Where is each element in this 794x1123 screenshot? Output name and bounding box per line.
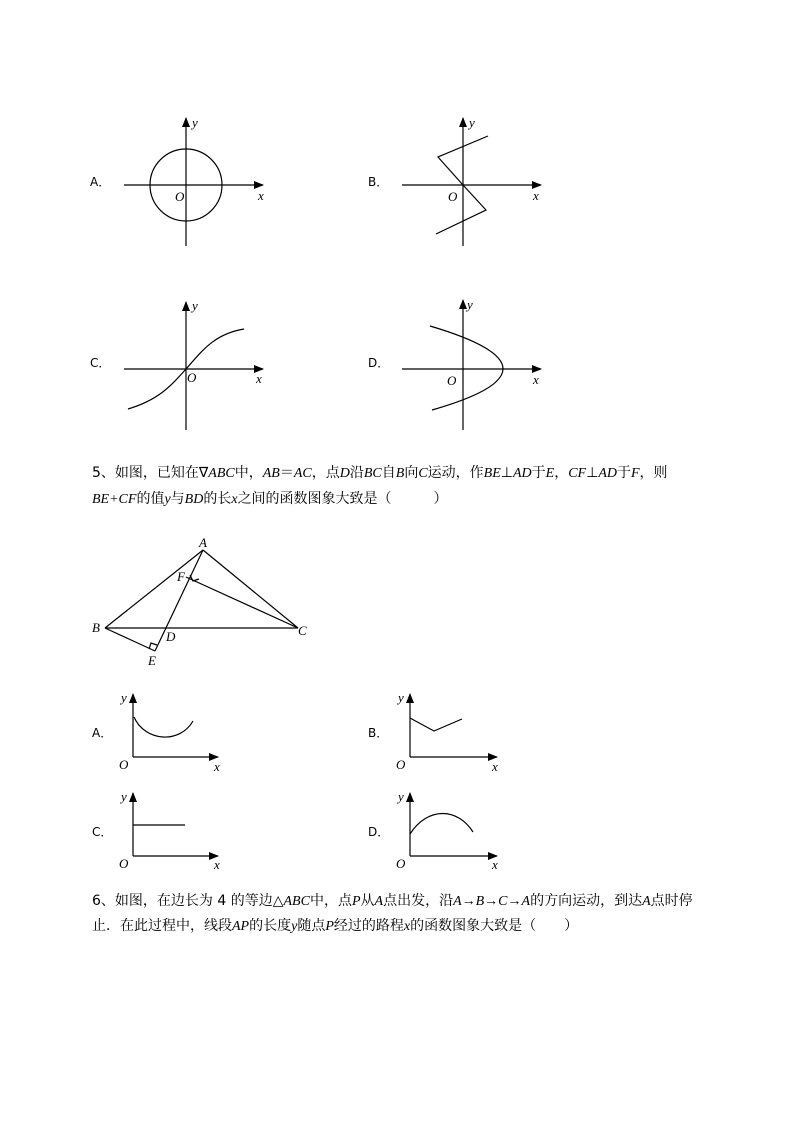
q6-y: y bbox=[291, 919, 298, 934]
q6-l2-text-e: 的函数图象大致是（ ） bbox=[410, 918, 579, 934]
q5b-y-label: y bbox=[398, 690, 404, 705]
q6-p: P bbox=[351, 894, 361, 909]
q5a-curve bbox=[134, 717, 193, 737]
point-d-label: D bbox=[166, 629, 176, 644]
q5-text-l: ，则 bbox=[639, 465, 668, 481]
q6-path: A→B→C→A bbox=[453, 894, 531, 909]
q5-stem-line-2 bbox=[92, 487, 448, 512]
q6-p-2: P bbox=[325, 919, 334, 934]
q5c-origin-label: O bbox=[119, 856, 129, 871]
q5-c: C bbox=[418, 466, 428, 481]
q6-abc: ABC bbox=[283, 894, 310, 909]
q6-a: A bbox=[374, 894, 384, 909]
q6-number: 6、 bbox=[92, 893, 115, 909]
q5-graph-b bbox=[410, 694, 497, 757]
q5-perp-2: ⊥ bbox=[586, 465, 599, 481]
q5-text-i: 于 bbox=[531, 465, 546, 481]
point-e-label: E bbox=[148, 653, 156, 668]
q5c-y-label: y bbox=[121, 789, 127, 804]
q5-bc: BC bbox=[363, 466, 382, 481]
q5-be: BE bbox=[483, 466, 501, 481]
q4-graph-d bbox=[402, 300, 541, 430]
q5-equals: ＝ bbox=[279, 465, 294, 481]
q6-l2-text-b: 的长度 bbox=[249, 918, 292, 934]
segment-cf bbox=[186, 577, 298, 628]
q5-text-k: 于 bbox=[616, 465, 631, 481]
q5-abc: ABC bbox=[208, 466, 235, 481]
q5-text-j: ， bbox=[554, 465, 569, 481]
q5-stem-line-1 bbox=[92, 461, 668, 486]
q5-l2-text-d: 之间的函数图象大致是（ ） bbox=[237, 491, 448, 507]
q5a-x-label: x bbox=[214, 759, 220, 774]
q5-l2-text-b: 与 bbox=[170, 491, 185, 507]
point-f-label: F bbox=[177, 569, 185, 584]
q5-y: y bbox=[164, 492, 171, 507]
q5-cf: CF bbox=[568, 466, 587, 481]
q6-stem-line-1 bbox=[92, 889, 693, 914]
q5b-x-label: x bbox=[492, 759, 498, 774]
q5-text-h: 运动，作 bbox=[427, 465, 484, 481]
q5-l2-text-c: 的长 bbox=[203, 491, 232, 507]
q5-text-e: 沿 bbox=[349, 465, 364, 481]
q6-l2-text-d: 经过的路程 bbox=[333, 918, 404, 934]
q5-be-plus-cf: BE+CF bbox=[92, 492, 137, 507]
q5-d: D bbox=[339, 466, 350, 481]
q4b-x-label: x bbox=[533, 188, 539, 203]
q6-text-e: 的方向运动，到达 bbox=[530, 893, 643, 909]
q5-triangle-figure bbox=[105, 550, 298, 651]
q6-stem-line-2 bbox=[92, 914, 578, 939]
q5-number: 5、 bbox=[92, 465, 115, 481]
q5-option-d-label: D． bbox=[368, 825, 390, 839]
q5a-y-label: y bbox=[121, 690, 127, 705]
point-c-label: C bbox=[298, 623, 307, 638]
q4a-x-label: x bbox=[258, 188, 264, 203]
q4b-y-label: y bbox=[469, 115, 475, 130]
q5d-origin-label: O bbox=[396, 856, 406, 871]
q6-l2-text-a: 止．在此过程中，线段 bbox=[92, 918, 232, 934]
q6-x: x bbox=[403, 919, 411, 934]
q5a-origin-label: O bbox=[119, 757, 129, 772]
q6-text-a: 如图，在边长为 4 的等边△ bbox=[114, 893, 284, 909]
q5-l2-text-a: 的值 bbox=[136, 491, 165, 507]
q5-text-a: 如图，已知在 bbox=[114, 465, 199, 481]
q6-a-2: A bbox=[642, 894, 651, 909]
q5-graph-c bbox=[133, 793, 218, 856]
q5-graph-a bbox=[133, 694, 218, 757]
q4d-y-label: y bbox=[467, 297, 473, 312]
q6-text-d: 点出发，沿 bbox=[383, 893, 454, 909]
q5-bd: BD bbox=[184, 492, 204, 507]
q4d-origin-label: O bbox=[447, 373, 457, 388]
q4c-origin-label: O bbox=[187, 370, 197, 385]
segment-ac bbox=[203, 550, 298, 628]
q4-option-a-label: A． bbox=[90, 175, 111, 189]
point-b-label: B bbox=[92, 620, 100, 635]
q5-ad-1: AD bbox=[512, 466, 532, 481]
q5-ab: AB bbox=[262, 466, 280, 481]
q5d-arc bbox=[410, 814, 473, 835]
q5-graph-d bbox=[410, 793, 497, 856]
q4b-origin-label: O bbox=[448, 189, 458, 204]
q5-tri-symbol: ∇ bbox=[198, 465, 209, 481]
q4d-parabola bbox=[430, 326, 503, 410]
q4a-origin-label: O bbox=[175, 189, 185, 204]
q4c-y-label: y bbox=[192, 298, 198, 313]
q5-ad-2: AD bbox=[598, 466, 617, 481]
q5b-polyline bbox=[410, 718, 462, 731]
q5c-x-label: x bbox=[214, 857, 220, 872]
q6-text-b: 中，点 bbox=[309, 893, 352, 909]
q4c-x-label: x bbox=[256, 371, 262, 386]
q5-perp-1: ⊥ bbox=[500, 465, 513, 481]
point-a-label: A bbox=[199, 535, 207, 550]
q5-text-g: 向 bbox=[404, 465, 419, 481]
q5-option-c-label: C． bbox=[92, 825, 113, 839]
q5-x: x bbox=[231, 492, 238, 507]
q5-ac: AC bbox=[293, 466, 312, 481]
q5-option-b-label: B． bbox=[368, 726, 389, 740]
segment-be bbox=[105, 628, 155, 651]
q5-b: B bbox=[395, 466, 405, 481]
q6-l2-text-c: 随点 bbox=[297, 918, 326, 934]
segment-ab bbox=[105, 550, 203, 628]
q4-graph-c bbox=[124, 302, 263, 430]
q4-option-c-label: C． bbox=[90, 356, 111, 370]
segment-ae bbox=[155, 550, 203, 651]
q5-text-c: ，点 bbox=[311, 465, 340, 481]
q4-graph-b bbox=[402, 118, 541, 246]
q5d-y-label: y bbox=[398, 789, 404, 804]
q4-graph-a bbox=[124, 118, 263, 246]
q4-option-d-label: D． bbox=[368, 356, 390, 370]
q6-text-f: 点时停 bbox=[650, 893, 693, 909]
q5b-origin-label: O bbox=[396, 757, 406, 772]
q5-f: F bbox=[630, 466, 640, 481]
q6-text-c: 从 bbox=[360, 893, 375, 909]
q5-e: E bbox=[545, 466, 555, 481]
q5-text-f: 自 bbox=[381, 465, 396, 481]
q6-ap: AP bbox=[232, 919, 250, 934]
q5-option-a-label: A． bbox=[92, 726, 113, 740]
q4d-x-label: x bbox=[533, 372, 539, 387]
q5-text-b: 中， bbox=[234, 465, 263, 481]
q4-option-b-label: B． bbox=[368, 175, 389, 189]
q5d-x-label: x bbox=[492, 857, 498, 872]
q4a-y-label: y bbox=[192, 115, 198, 130]
